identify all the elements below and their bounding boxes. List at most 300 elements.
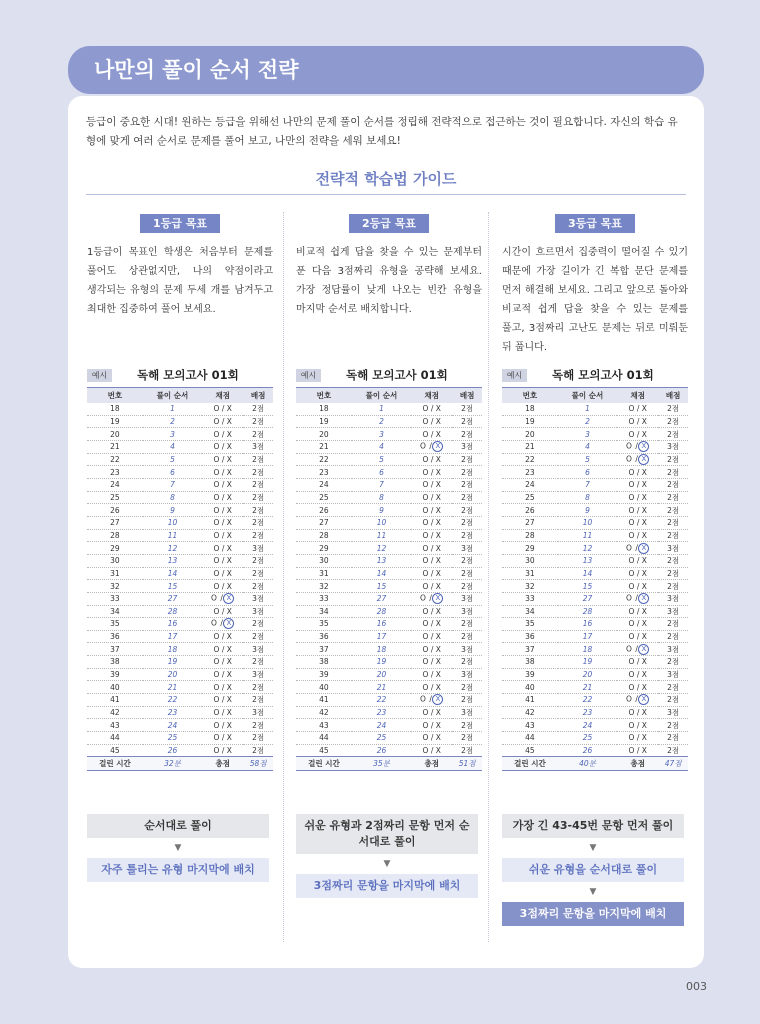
grading-mark: O / X bbox=[411, 592, 452, 605]
points: 2점 bbox=[452, 681, 482, 694]
solve-order: 11 bbox=[558, 529, 617, 542]
circled-x-icon: X bbox=[638, 593, 649, 604]
example-label: 예시 bbox=[87, 369, 112, 382]
solve-order: 19 bbox=[143, 656, 202, 669]
question-number: 42 bbox=[296, 706, 352, 719]
grading-mark: O / X bbox=[617, 453, 658, 466]
grade-badge: 2등급 목표 bbox=[349, 214, 429, 233]
grading-mark: O / X bbox=[617, 694, 658, 707]
points: 2점 bbox=[243, 491, 273, 504]
table-header bbox=[87, 367, 273, 385]
column-header: 번호 bbox=[502, 388, 558, 404]
table-row bbox=[87, 744, 273, 757]
table-header bbox=[502, 367, 688, 385]
points: 2점 bbox=[452, 630, 482, 643]
points: 2점 bbox=[243, 466, 273, 479]
grading-mark: O / X bbox=[202, 592, 243, 605]
question-number: 33 bbox=[87, 592, 143, 605]
solve-order: 21 bbox=[352, 681, 411, 694]
table-row bbox=[502, 668, 688, 681]
solve-order: 15 bbox=[352, 580, 411, 593]
question-number: 27 bbox=[87, 516, 143, 529]
solve-order: 10 bbox=[143, 516, 202, 529]
column-header: 풀이 순서 bbox=[143, 388, 202, 404]
table-row bbox=[87, 478, 273, 491]
table-row bbox=[296, 694, 482, 707]
grading-mark: O / X bbox=[202, 668, 243, 681]
table-row bbox=[87, 415, 273, 428]
solve-order: 20 bbox=[352, 668, 411, 681]
flow-step: 순서대로 풀이 bbox=[87, 814, 269, 838]
points: 3점 bbox=[452, 706, 482, 719]
solve-order: 7 bbox=[352, 478, 411, 491]
grading-mark: O / X bbox=[411, 656, 452, 669]
grading-mark: O / X bbox=[202, 554, 243, 567]
points: 3점 bbox=[452, 542, 482, 555]
points: 2점 bbox=[452, 466, 482, 479]
grading-mark: O / X bbox=[202, 618, 243, 631]
points: 3점 bbox=[243, 605, 273, 618]
table-row bbox=[296, 744, 482, 757]
question-number: 33 bbox=[296, 592, 352, 605]
table-row bbox=[502, 491, 688, 504]
question-number: 44 bbox=[502, 732, 558, 745]
points: 2점 bbox=[243, 694, 273, 707]
question-number: 22 bbox=[502, 453, 558, 466]
solve-order: 18 bbox=[352, 643, 411, 656]
points: 2점 bbox=[452, 415, 482, 428]
question-number: 25 bbox=[296, 491, 352, 504]
question-number: 23 bbox=[502, 466, 558, 479]
solve-order: 26 bbox=[143, 744, 202, 757]
points: 2점 bbox=[452, 504, 482, 517]
flow-step: 가장 긴 43-45번 문항 먼저 풀이 bbox=[502, 814, 684, 838]
question-number: 32 bbox=[296, 580, 352, 593]
circled-x-icon: X bbox=[432, 593, 443, 604]
question-number: 36 bbox=[87, 630, 143, 643]
points: 3점 bbox=[243, 668, 273, 681]
points: 2점 bbox=[658, 656, 688, 669]
table-row bbox=[296, 478, 482, 491]
grading-mark: O / X bbox=[411, 668, 452, 681]
grading-mark: O / X bbox=[617, 491, 658, 504]
points: 2점 bbox=[452, 732, 482, 745]
points: 2점 bbox=[658, 428, 688, 441]
flow-step: 쉬운 유형과 2점짜리 문항 먼저 순서대로 풀이 bbox=[296, 814, 478, 854]
grading-mark: O / X bbox=[202, 403, 243, 415]
example-label: 예시 bbox=[296, 369, 321, 382]
table-row bbox=[296, 605, 482, 618]
points: 2점 bbox=[243, 719, 273, 732]
solve-order: 21 bbox=[143, 681, 202, 694]
points: 2점 bbox=[658, 719, 688, 732]
table-row bbox=[296, 516, 482, 529]
table-row bbox=[87, 592, 273, 605]
strategy-description: 비교적 쉽게 답을 찾을 수 있는 문제부터 푼 다음 3점짜리 유형을 공략해 보세요. 가장 정답률이 낮게 나오는 빈칸 유형을 마지막 순서로 배치합니다. bbox=[296, 247, 482, 315]
solve-order: 2 bbox=[558, 415, 617, 428]
table-row bbox=[87, 466, 273, 479]
question-number: 26 bbox=[87, 504, 143, 517]
question-number: 37 bbox=[502, 643, 558, 656]
solve-order: 18 bbox=[143, 643, 202, 656]
points: 2점 bbox=[658, 694, 688, 707]
table-footer-row bbox=[296, 757, 482, 771]
points: 2점 bbox=[243, 529, 273, 542]
question-number: 32 bbox=[87, 580, 143, 593]
solve-order: 28 bbox=[143, 605, 202, 618]
table-row bbox=[296, 567, 482, 580]
question-number: 25 bbox=[87, 491, 143, 504]
points: 2점 bbox=[658, 554, 688, 567]
question-number: 22 bbox=[87, 453, 143, 466]
points: 3점 bbox=[243, 440, 273, 453]
table-row bbox=[502, 719, 688, 732]
grading-mark: O / X bbox=[411, 618, 452, 631]
solve-order: 27 bbox=[558, 592, 617, 605]
question-number: 41 bbox=[296, 694, 352, 707]
down-arrow-icon: ▼ bbox=[589, 887, 597, 897]
points: 2점 bbox=[243, 618, 273, 631]
points: 2점 bbox=[658, 529, 688, 542]
table-title: 독해 모의고사 01회 bbox=[346, 368, 448, 382]
solve-order: 26 bbox=[558, 744, 617, 757]
solve-order: 25 bbox=[143, 732, 202, 745]
footer-cell: 총점 bbox=[617, 757, 658, 771]
points: 2점 bbox=[452, 529, 482, 542]
grading-mark: O / X bbox=[202, 516, 243, 529]
flow-step: 자주 틀리는 유형 마지막에 배치 bbox=[87, 858, 269, 882]
solve-order: 26 bbox=[352, 744, 411, 757]
points: 2점 bbox=[452, 491, 482, 504]
solve-order: 1 bbox=[352, 403, 411, 415]
question-number: 43 bbox=[502, 719, 558, 732]
question-number: 24 bbox=[296, 478, 352, 491]
question-number: 42 bbox=[502, 706, 558, 719]
grading-mark: O / X bbox=[617, 440, 658, 453]
footer-cell: 32분 bbox=[143, 757, 202, 771]
footer-cell: 총점 bbox=[411, 757, 452, 771]
table-row bbox=[502, 428, 688, 441]
question-number: 30 bbox=[296, 554, 352, 567]
footer-cell: 47점 bbox=[658, 757, 688, 771]
grade-badge: 1등급 목표 bbox=[140, 214, 220, 233]
grading-mark: O / X bbox=[202, 529, 243, 542]
table-row bbox=[296, 668, 482, 681]
points: 2점 bbox=[658, 516, 688, 529]
flow-step: 3점짜리 문항을 마지막에 배치 bbox=[296, 874, 478, 898]
grading-mark: O / X bbox=[202, 415, 243, 428]
question-number: 28 bbox=[296, 529, 352, 542]
table-row bbox=[296, 630, 482, 643]
solve-order: 2 bbox=[352, 415, 411, 428]
grading-mark: O / X bbox=[202, 744, 243, 757]
points: 2점 bbox=[243, 504, 273, 517]
solve-order: 22 bbox=[558, 694, 617, 707]
question-number: 37 bbox=[87, 643, 143, 656]
strategy-column bbox=[502, 214, 688, 358]
question-number: 29 bbox=[87, 542, 143, 555]
table-row bbox=[87, 668, 273, 681]
points: 3점 bbox=[658, 668, 688, 681]
question-number: 22 bbox=[296, 453, 352, 466]
points: 2점 bbox=[452, 428, 482, 441]
score-table bbox=[296, 387, 482, 771]
question-number: 43 bbox=[87, 719, 143, 732]
solve-order: 12 bbox=[143, 542, 202, 555]
solve-order: 7 bbox=[143, 478, 202, 491]
points: 2점 bbox=[452, 403, 482, 415]
question-number: 21 bbox=[502, 440, 558, 453]
points: 3점 bbox=[658, 542, 688, 555]
question-number: 23 bbox=[87, 466, 143, 479]
table-header-row bbox=[502, 388, 688, 404]
solve-order: 1 bbox=[143, 403, 202, 415]
solve-order: 3 bbox=[143, 428, 202, 441]
solve-order: 4 bbox=[352, 440, 411, 453]
table-row bbox=[87, 542, 273, 555]
grading-mark: O / X bbox=[411, 744, 452, 757]
down-arrow-icon: ▼ bbox=[383, 859, 391, 869]
solve-order: 10 bbox=[558, 516, 617, 529]
grading-mark: O / X bbox=[411, 491, 452, 504]
grading-mark: O / X bbox=[202, 542, 243, 555]
solve-order: 8 bbox=[352, 491, 411, 504]
question-number: 26 bbox=[296, 504, 352, 517]
question-number: 23 bbox=[296, 466, 352, 479]
footer-cell: 40분 bbox=[558, 757, 617, 771]
solve-order: 27 bbox=[143, 592, 202, 605]
grading-mark: O / X bbox=[411, 403, 452, 415]
question-number: 31 bbox=[296, 567, 352, 580]
points: 3점 bbox=[452, 605, 482, 618]
column-header: 풀이 순서 bbox=[352, 388, 411, 404]
solve-order: 5 bbox=[352, 453, 411, 466]
solve-order: 24 bbox=[352, 719, 411, 732]
solve-order: 15 bbox=[558, 580, 617, 593]
guide-title: 전략적 학습법 가이드 bbox=[315, 170, 457, 188]
table-row bbox=[502, 643, 688, 656]
grading-mark: O / X bbox=[617, 630, 658, 643]
grading-mark: O / X bbox=[202, 706, 243, 719]
points: 2점 bbox=[452, 554, 482, 567]
table-row bbox=[296, 592, 482, 605]
solve-order: 7 bbox=[558, 478, 617, 491]
question-number: 27 bbox=[296, 516, 352, 529]
solve-order: 20 bbox=[558, 668, 617, 681]
grading-mark: O / X bbox=[411, 719, 452, 732]
question-number: 37 bbox=[296, 643, 352, 656]
points: 2점 bbox=[658, 453, 688, 466]
grading-mark: O / X bbox=[411, 694, 452, 707]
question-number: 21 bbox=[87, 440, 143, 453]
column-header: 채점 bbox=[202, 388, 243, 404]
solve-order: 14 bbox=[352, 567, 411, 580]
points: 2점 bbox=[243, 744, 273, 757]
table-row bbox=[87, 403, 273, 415]
solve-order: 14 bbox=[143, 567, 202, 580]
solve-order: 11 bbox=[143, 529, 202, 542]
grading-mark: O / X bbox=[617, 466, 658, 479]
points: 2점 bbox=[658, 504, 688, 517]
table-header-row bbox=[296, 388, 482, 404]
column-header: 풀이 순서 bbox=[558, 388, 617, 404]
circled-x-icon: X bbox=[223, 593, 234, 604]
points: 3점 bbox=[452, 440, 482, 453]
points: 2점 bbox=[452, 719, 482, 732]
points: 2점 bbox=[452, 580, 482, 593]
question-number: 45 bbox=[296, 744, 352, 757]
question-number: 27 bbox=[502, 516, 558, 529]
solve-order: 19 bbox=[558, 656, 617, 669]
solve-order: 8 bbox=[558, 491, 617, 504]
table-title: 독해 모의고사 01회 bbox=[137, 368, 239, 382]
question-number: 18 bbox=[502, 403, 558, 415]
question-number: 45 bbox=[502, 744, 558, 757]
grading-mark: O / X bbox=[617, 554, 658, 567]
table-row bbox=[296, 453, 482, 466]
down-arrow-icon: ▼ bbox=[589, 843, 597, 853]
table-row bbox=[502, 478, 688, 491]
strategy-flow bbox=[87, 814, 269, 882]
table-row bbox=[502, 516, 688, 529]
question-number: 19 bbox=[502, 415, 558, 428]
table-row bbox=[87, 453, 273, 466]
column-header: 번호 bbox=[296, 388, 352, 404]
grading-mark: O / X bbox=[617, 643, 658, 656]
points: 2점 bbox=[452, 656, 482, 669]
grading-mark: O / X bbox=[202, 681, 243, 694]
solve-order: 28 bbox=[352, 605, 411, 618]
grading-mark: O / X bbox=[202, 478, 243, 491]
table-row bbox=[502, 656, 688, 669]
grading-mark: O / X bbox=[202, 719, 243, 732]
question-number: 38 bbox=[296, 656, 352, 669]
grading-mark: O / X bbox=[411, 681, 452, 694]
solve-order: 11 bbox=[352, 529, 411, 542]
solve-order: 10 bbox=[352, 516, 411, 529]
solve-order: 25 bbox=[352, 732, 411, 745]
table-row bbox=[296, 719, 482, 732]
table-row bbox=[87, 580, 273, 593]
footer-cell: 35분 bbox=[352, 757, 411, 771]
solve-order: 3 bbox=[558, 428, 617, 441]
question-number: 33 bbox=[502, 592, 558, 605]
points: 2점 bbox=[243, 415, 273, 428]
grading-mark: O / X bbox=[617, 744, 658, 757]
table-row bbox=[502, 732, 688, 745]
table-row bbox=[296, 403, 482, 415]
circled-x-icon: X bbox=[638, 694, 649, 705]
solve-order: 23 bbox=[558, 706, 617, 719]
strategy-description: 1등급이 목표인 학생은 처음부터 문제를 풀어도 상관없지만, 나의 약점이라고 생각되는 유형의 문제 두세 개를 남겨두고 최대한 집중하여 풀어 보세요. bbox=[87, 247, 273, 315]
points: 3점 bbox=[243, 592, 273, 605]
points: 2점 bbox=[658, 403, 688, 415]
table-row bbox=[87, 681, 273, 694]
question-number: 34 bbox=[502, 605, 558, 618]
table-row bbox=[296, 542, 482, 555]
table-row bbox=[296, 491, 482, 504]
grading-mark: O / X bbox=[617, 580, 658, 593]
question-number: 30 bbox=[87, 554, 143, 567]
table-row bbox=[502, 542, 688, 555]
table-row bbox=[296, 554, 482, 567]
question-number: 43 bbox=[296, 719, 352, 732]
table-row bbox=[502, 453, 688, 466]
table-row bbox=[296, 415, 482, 428]
table-row bbox=[87, 605, 273, 618]
circled-x-icon: X bbox=[638, 543, 649, 554]
table-row bbox=[87, 694, 273, 707]
grading-mark: O / X bbox=[411, 554, 452, 567]
question-number: 29 bbox=[296, 542, 352, 555]
grading-mark: O / X bbox=[617, 668, 658, 681]
grading-mark: O / X bbox=[617, 592, 658, 605]
solve-order: 12 bbox=[558, 542, 617, 555]
grading-mark: O / X bbox=[411, 567, 452, 580]
table-row bbox=[296, 428, 482, 441]
grading-mark: O / X bbox=[411, 542, 452, 555]
grading-mark: O / X bbox=[617, 529, 658, 542]
table-row bbox=[502, 630, 688, 643]
grading-mark: O / X bbox=[617, 516, 658, 529]
table-row bbox=[502, 694, 688, 707]
question-number: 45 bbox=[87, 744, 143, 757]
points: 3점 bbox=[243, 542, 273, 555]
solve-order: 20 bbox=[143, 668, 202, 681]
points: 3점 bbox=[658, 605, 688, 618]
solve-order: 24 bbox=[558, 719, 617, 732]
question-number: 35 bbox=[296, 618, 352, 631]
table-row bbox=[87, 630, 273, 643]
question-number: 41 bbox=[87, 694, 143, 707]
strategy-column bbox=[87, 214, 273, 358]
column-divider bbox=[283, 212, 284, 942]
table-row bbox=[87, 643, 273, 656]
solve-order: 21 bbox=[558, 681, 617, 694]
grade-badge: 3등급 목표 bbox=[555, 214, 635, 233]
question-number: 28 bbox=[502, 529, 558, 542]
grading-mark: O / X bbox=[411, 453, 452, 466]
grading-mark: O / X bbox=[202, 694, 243, 707]
grading-mark: O / X bbox=[202, 466, 243, 479]
table-row bbox=[296, 706, 482, 719]
grading-mark: O / X bbox=[411, 732, 452, 745]
grading-mark: O / X bbox=[411, 440, 452, 453]
solve-order: 22 bbox=[143, 694, 202, 707]
table-row bbox=[502, 744, 688, 757]
question-number: 35 bbox=[502, 618, 558, 631]
solve-order: 13 bbox=[143, 554, 202, 567]
points: 2점 bbox=[452, 618, 482, 631]
solve-order: 5 bbox=[558, 453, 617, 466]
points: 2점 bbox=[243, 567, 273, 580]
points: 2점 bbox=[658, 732, 688, 745]
points: 2점 bbox=[658, 478, 688, 491]
grading-mark: O / X bbox=[617, 415, 658, 428]
points: 2점 bbox=[658, 630, 688, 643]
strategy-column bbox=[296, 214, 482, 358]
solve-order: 9 bbox=[558, 504, 617, 517]
solve-order: 5 bbox=[143, 453, 202, 466]
points: 2점 bbox=[243, 656, 273, 669]
solve-order: 8 bbox=[143, 491, 202, 504]
table-row bbox=[502, 592, 688, 605]
points: 2점 bbox=[658, 580, 688, 593]
table-row bbox=[87, 440, 273, 453]
table-row bbox=[502, 605, 688, 618]
grading-mark: O / X bbox=[202, 567, 243, 580]
points: 2점 bbox=[243, 478, 273, 491]
